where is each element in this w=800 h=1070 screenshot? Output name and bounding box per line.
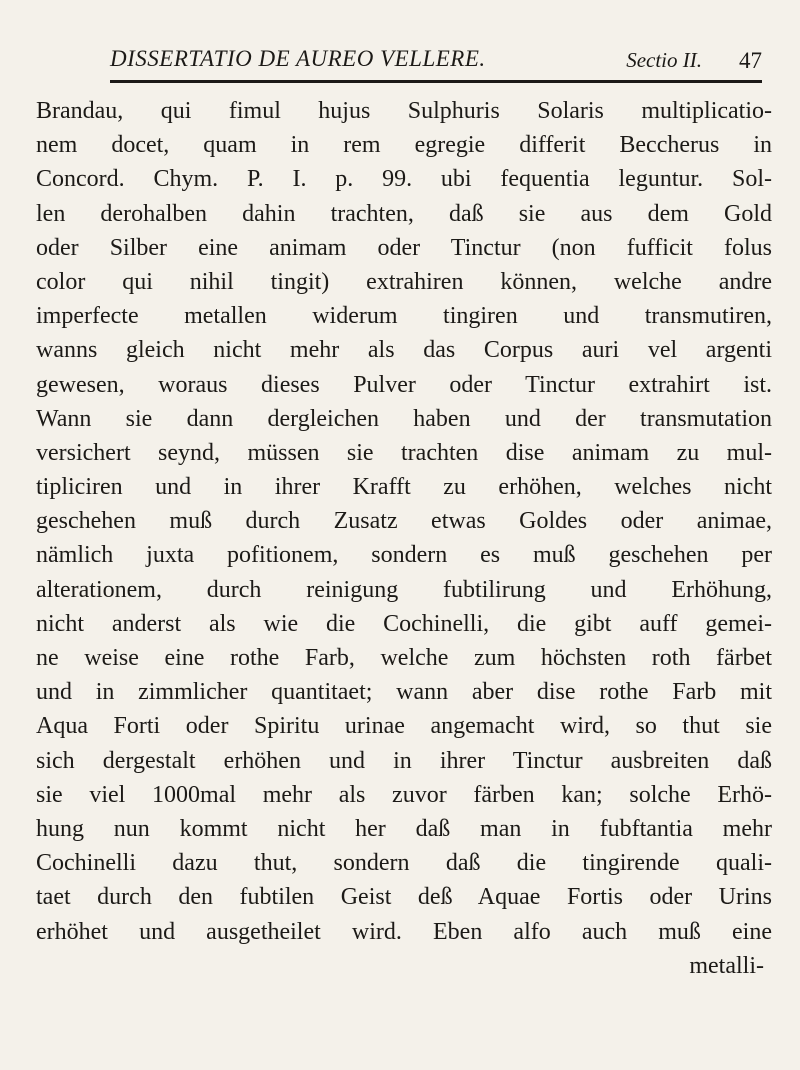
text-line: sie viel 1000mal mehr als zuvor färben kan; solche Erhö- <box>36 781 772 808</box>
body-text <box>36 94 772 983</box>
text-line: versichert seynd, müssen sie trachten dise animam zu mul- <box>36 439 772 466</box>
text-line: gewesen, woraus dieses Pulver oder Tinctur extrahirt ist. <box>36 371 772 398</box>
text-line: len derohalben dahin trachten, daß sie aus dem Gold <box>36 200 772 227</box>
page-number: 47 <box>739 48 762 73</box>
text-line: taet durch den fubtilen Geist deß Aquae Fortis oder Urins <box>36 884 772 911</box>
text-line: sich dergestalt erhöhen und in ihrer Tinctur ausbreiten daß <box>36 747 772 774</box>
text-line: ne weise eine rothe Farb, welche zum höchsten roth färbet <box>36 645 772 671</box>
text-line: Cochinelli dazu thut, sondern daß die tingirende quali- <box>36 850 772 877</box>
text-line: alterationem, durch reinigung fubtilirung und Erhöhung, <box>36 576 772 603</box>
section-mark: Sectio II. <box>626 48 702 72</box>
text-line: Brandau, qui fimul hujus Sulphuris Solaris multiplicatio- <box>36 98 772 124</box>
page-header <box>110 40 762 80</box>
text-line: nem docet, quam in rem egregie differit Beccherus in <box>36 132 772 159</box>
text-line: Aqua Forti oder Spiritu urinae angemacht wird, so thut sie <box>36 713 772 740</box>
text-line: wanns gleich nicht mehr als das Corpus auri vel argenti <box>36 337 772 364</box>
text-line: und in zimmlicher quantitaet; wann aber dise rothe Farb mit <box>36 679 772 706</box>
text-line: oder Silber eine animam oder Tinctur (non fufficit folus <box>36 234 772 261</box>
text-line: geschehen muß durch Zusatz etwas Goldes oder animae, <box>36 508 772 535</box>
header-rule <box>110 80 762 83</box>
catchword: metalli- <box>689 952 764 979</box>
text-line: nicht anderst als wie die Cochinelli, die gibt auff gemei- <box>36 610 772 637</box>
text-line: hung nun kommt nicht her daß man in fubftantia mehr <box>36 815 772 842</box>
text-line: imperfecte metallen widerum tingiren und transmutiren, <box>36 303 772 330</box>
text-line: color qui nihil tingit) extrahiren können, welche andre <box>36 268 772 295</box>
text-line: nämlich juxta pofitionem, sondern es muß geschehen per <box>36 542 772 569</box>
text-line: Concord. Chym. P. I. p. 99. ubi fequentia leguntur. Sol- <box>36 166 772 193</box>
text-line: Wann sie dann dergleichen haben und der transmutation <box>36 405 772 432</box>
text-line: erhöhet und ausgetheilet wird. Eben alfo auch muß eine <box>36 918 772 945</box>
running-head: DISSERTATIO DE AUREO VELLERE. <box>110 46 486 71</box>
text-line: tipliciren und in ihrer Krafft zu erhöhen, welches nicht <box>36 474 772 501</box>
